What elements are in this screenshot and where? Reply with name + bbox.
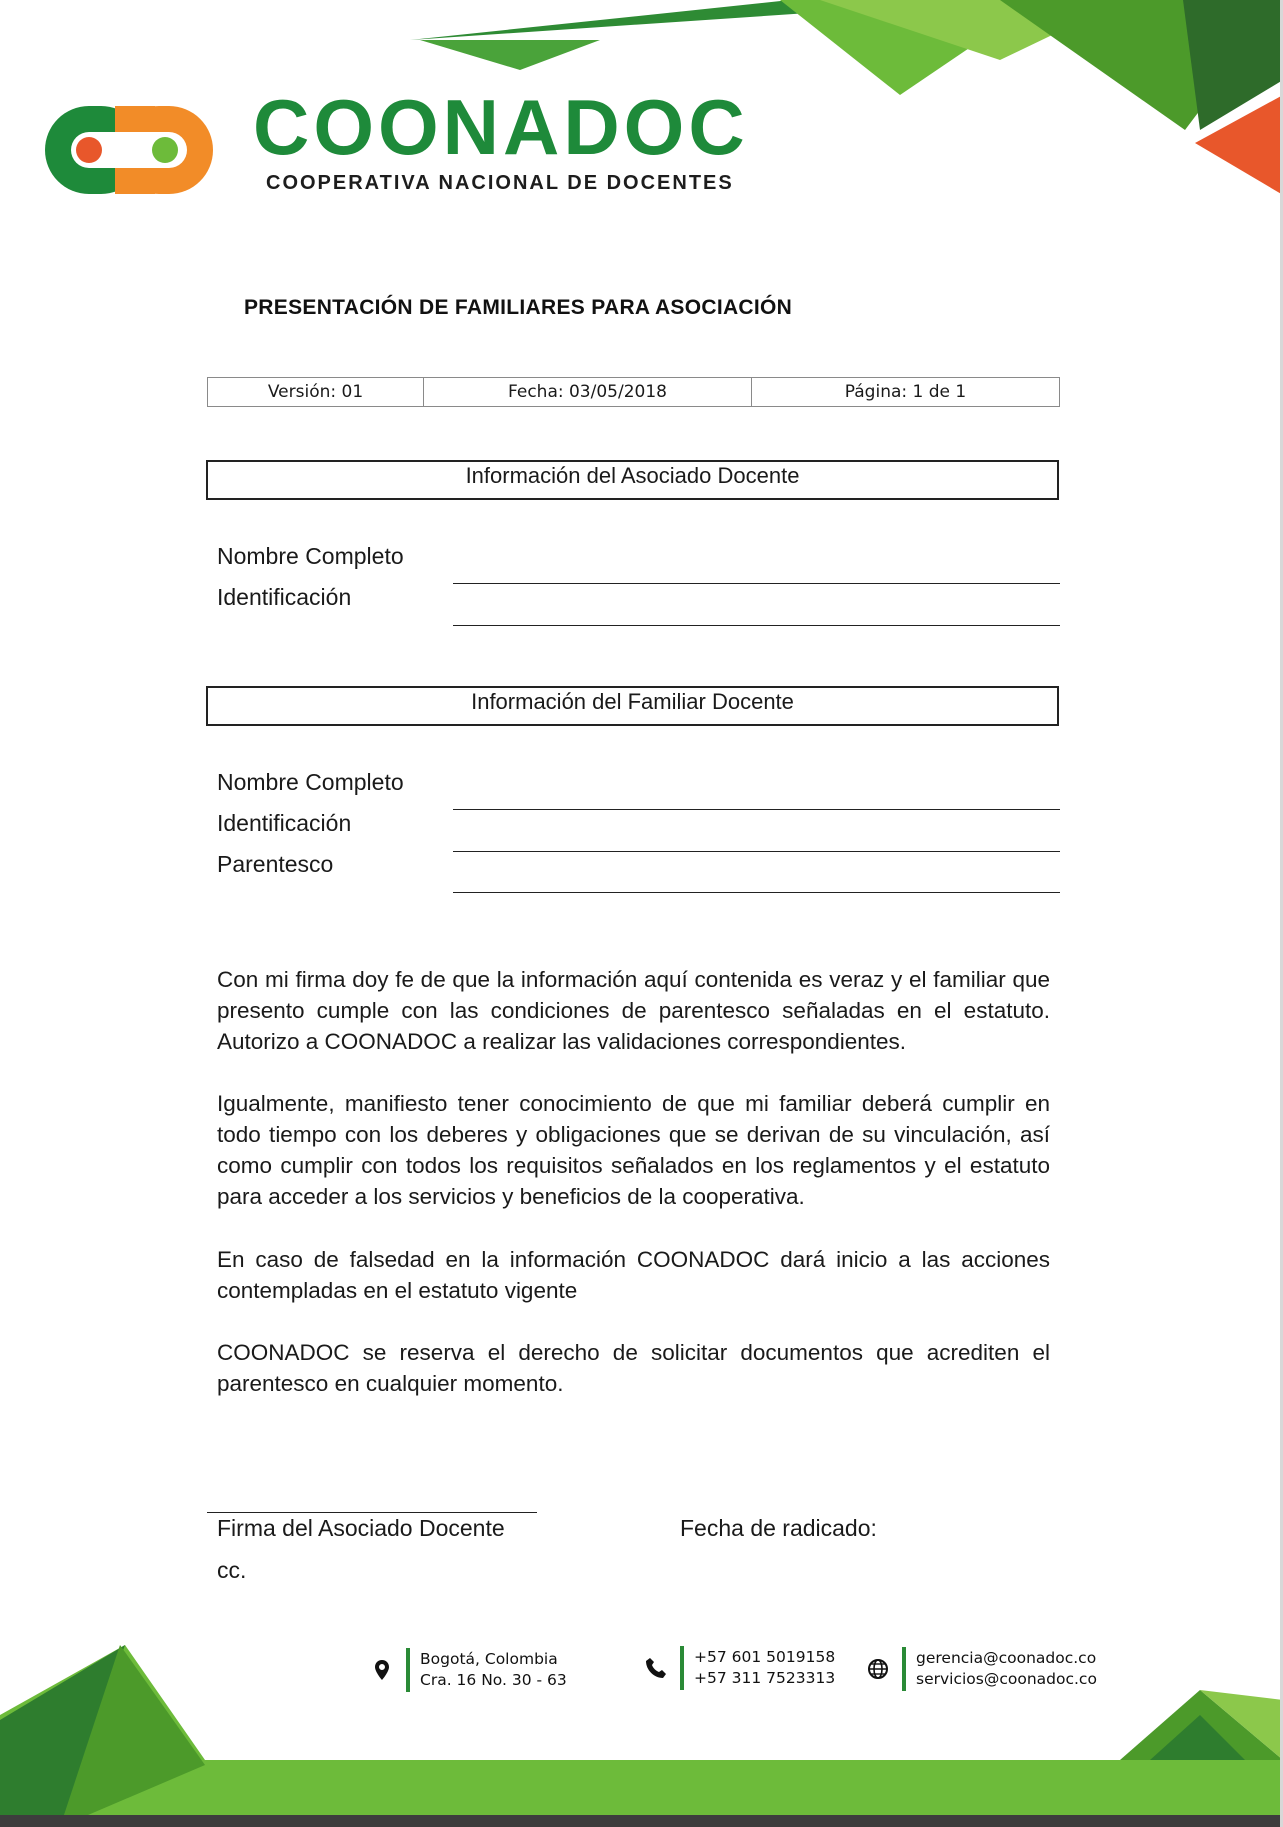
family-name-label: Nombre Completo [217,769,404,795]
footer-email [866,1647,1097,1691]
family-id-label: Identificación [217,810,352,836]
brand-tagline: COOPERATIVA NACIONAL DE DOCENTES [266,172,734,194]
associate-id-label: Identificación [217,584,352,610]
footer-email-2[interactable]: servicios@coonadoc.co [916,1670,1097,1688]
footer-phone-2[interactable]: +57 311 7523313 [694,1669,836,1687]
page-cell: Página: 1 de 1 [752,378,1060,407]
family-relationship-label: Parentesco [217,851,334,877]
associate-section-heading: Información del Asociado Docente [206,460,1059,500]
date-cell: Fecha: 03/05/2018 [424,378,752,407]
footer-street: Cra. 16 No. 30 - 63 [420,1671,567,1689]
brand-wordmark: COONADOC [253,83,749,171]
family-relationship-field[interactable] [453,892,1060,893]
document-meta-table [207,377,1060,407]
footer-phone [644,1646,835,1690]
family-name-field[interactable] [453,809,1060,810]
signature-label: Firma del Asociado Docente [217,1515,505,1541]
location-pin-icon [370,1658,394,1682]
filing-date-label: Fecha de radicado: [680,1515,877,1541]
coonadoc-logo-icon [43,104,215,196]
globe-icon [866,1657,890,1681]
associate-name-field[interactable] [453,583,1060,584]
version-cell: Versión: 01 [208,378,424,407]
documents-paragraph: COONADOC se reserva el derecho de solicitar documentos que acrediten el parentesco en cualquier momento. [217,1340,1050,1396]
associate-name-label: Nombre Completo [217,543,404,569]
cc-label: cc. [217,1557,247,1583]
footer-email-1[interactable]: gerencia@coonadoc.co [916,1649,1097,1667]
family-section-heading: Información del Familiar Docente [206,686,1059,726]
associate-id-field[interactable] [453,625,1060,626]
footer-phone-1[interactable]: +57 601 5019158 [694,1648,836,1666]
declaration-paragraph: Con mi firma doy fe de que la información aquí contenida es veraz y el familiar que presento cumple con las condiciones de parentesco señaladas en el estatuto. Autorizo a COONADOC a realizar las validaciones correspondientes. [217,967,1050,1054]
signature-line[interactable] [207,1512,537,1513]
footer-address [370,1648,567,1692]
document-title: PRESENTACIÓN DE FAMILIARES PARA ASOCIACIÓN [244,296,793,319]
obligations-paragraph: Igualmente, manifiesto tener conocimiento de que mi familiar deberá cumplir en todo tiempo con los deberes y obligaciones que se derivan de su vinculación, así como cumplir con todos los requisitos señalados en los reglamentos y el estatuto para acceder a los servicios y beneficios de la cooperativa. [217,1091,1050,1209]
falsehood-paragraph: En caso de falsedad en la información COONADOC dará inicio a las acciones contempladas en el estatuto vigente [217,1247,1050,1303]
family-id-field[interactable] [453,851,1060,852]
footer-city: Bogotá, Colombia [420,1650,558,1668]
phone-icon [644,1656,668,1680]
